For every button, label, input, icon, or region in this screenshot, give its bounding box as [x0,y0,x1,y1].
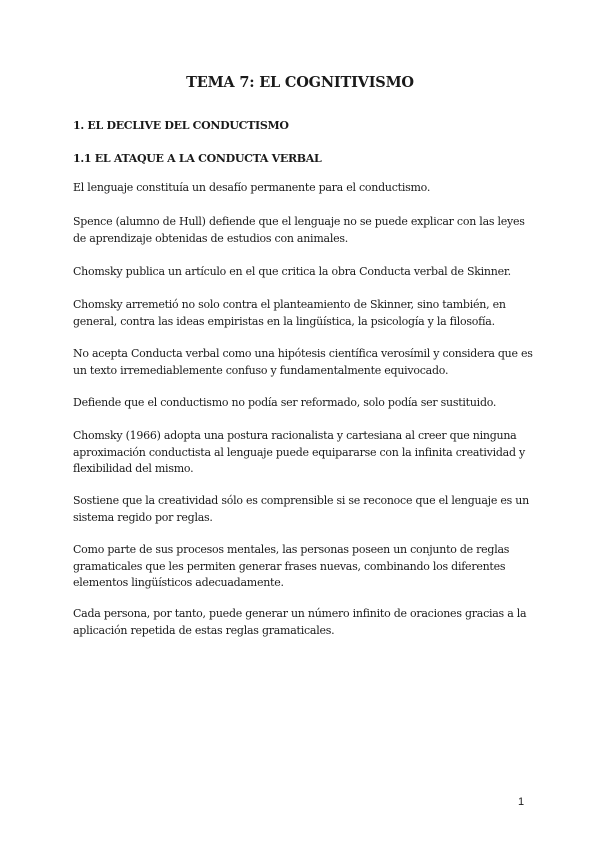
paragraph-5: No acepta Conducta verbal como una hipótesis científica verosímil y considera que es un texto irremediablemente confuso y fundamentalmente equivocado. [73,347,533,377]
paragraph-9: Como parte de sus procesos mentales, las personas poseen un conjunto de reglas gramaticales que les permiten generar frases nuevas, combinando los diferentes elementos lingüísticos adecuadamente. [73,543,510,589]
paragraph-4: Chomsky arremetió no solo contra el planteamiento de Skinner, sino también, en general, contra las ideas empiristas en la lingüística, la psicología y la filosofía. [73,298,506,328]
paragraph-2: Spence (alumno de Hull) defiende que el lenguaje no se puede explicar con las leyes de aprendizaje obtenidas de estudios con animales. [73,215,525,245]
paragraph-8: Sostiene que la creatividad sólo es comprensible si se reconoce que el lenguaje es un sistema regido por reglas. [73,494,529,524]
subsection-heading: 1.1 EL ATAQUE A LA CONDUCTA VERBAL [73,152,322,165]
paragraph-3: Chomsky publica un artículo en el que critica la obra Conducta verbal de Skinner. [73,265,511,278]
page-number: 1 [518,796,525,808]
page-title: TEMA 7: EL COGNITIVISMO [186,74,414,91]
paragraph-7: Chomsky (1966) adopta una postura racionalista y cartesiana al creer que ninguna aproximación conductista al lenguaje puede equipararse con la infinita creatividad y flexibilidad del mismo. [73,429,525,475]
section-heading: 1. EL DECLIVE DEL CONDUCTISMO [73,119,289,132]
paragraph-1: El lenguaje constituía un desafío permanente para el conductismo. [73,181,431,194]
paragraph-6: Defiende que el conductismo no podía ser reformado, solo podía ser sustituido. [73,396,497,409]
paragraph-10: Cada persona, por tanto, puede generar un número infinito de oraciones gracias a la aplicación repetida de estas reglas gramaticales. [73,607,527,637]
